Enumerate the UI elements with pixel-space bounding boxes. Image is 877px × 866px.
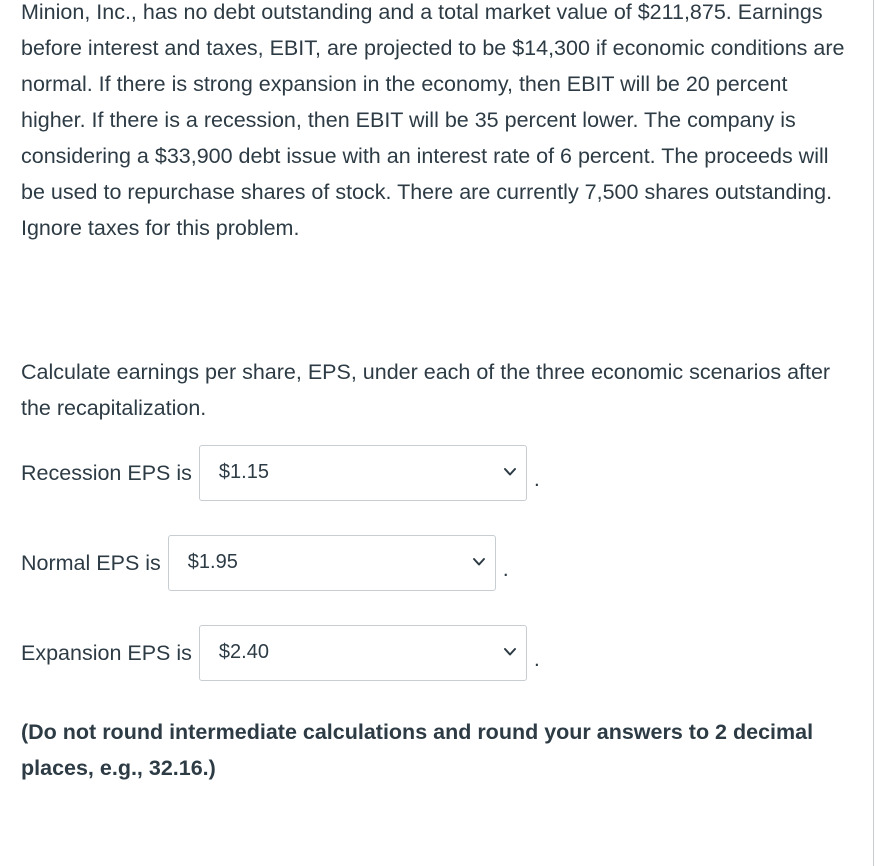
problem-statement: Minion, Inc., has no debt outstanding and a total market value of $211,875. Earnings before interest and taxes, EBIT, are projected to be $14,300 if economic conditions are normal. If there is strong expansion in the economy, then EBIT will be 20 percent higher. If there is a recession, then EBIT will be 35 percent lower. The company is considering a $33,900 debt issue with an interest rate of 6 percent. The proceeds will be used to repurchase shares of stock. There are currently 7,500 shares outstanding. Ignore taxes for this problem.: [21, 0, 845, 240]
expansion-eps-label: Expansion EPS is: [21, 640, 192, 665]
question-instruction: Calculate earnings per share, EPS, under each of the three economic scenarios after the recapitalization.: [21, 360, 831, 420]
chevron-down-icon: [471, 554, 487, 570]
normal-eps-period: .: [502, 556, 509, 581]
rounding-instruction: (Do not round intermediate calculations and round your answers to 2 decimal places, e.g., 32.16.): [21, 720, 814, 780]
expansion-eps-row: [21, 625, 540, 681]
recession-eps-period: .: [533, 466, 540, 491]
recession-eps-selected-value: $1.15: [218, 461, 269, 483]
recession-eps-select[interactable]: [199, 445, 527, 501]
normal-eps-label: Normal EPS is: [21, 550, 161, 575]
recession-eps-row: [21, 445, 540, 501]
normal-eps-select[interactable]: [168, 535, 496, 591]
expansion-eps-period: .: [533, 646, 540, 671]
chevron-down-icon: [502, 644, 518, 660]
normal-eps-row: [21, 535, 509, 591]
chevron-down-icon: [502, 464, 518, 480]
normal-eps-selected-value: $1.95: [187, 551, 238, 573]
expansion-eps-select[interactable]: [199, 625, 527, 681]
expansion-eps-selected-value: $2.40: [218, 641, 269, 663]
page-right-border: [873, 0, 874, 866]
recession-eps-label: Recession EPS is: [21, 460, 192, 485]
